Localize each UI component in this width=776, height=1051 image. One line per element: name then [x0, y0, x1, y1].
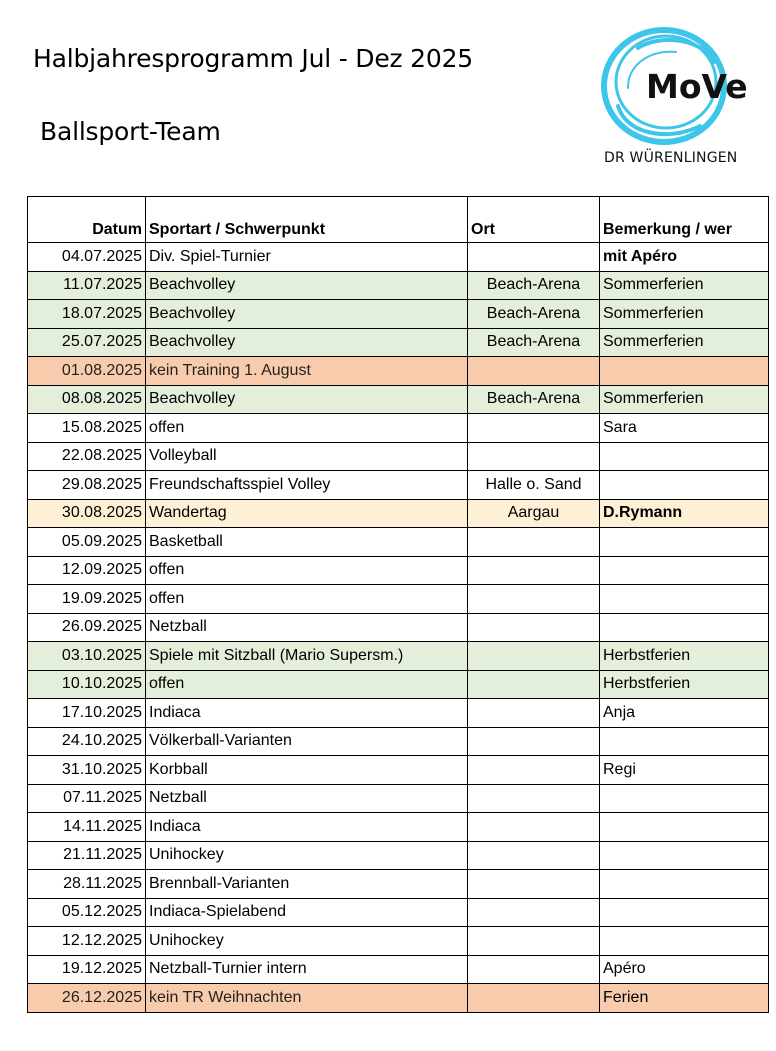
date-cell: 26.09.2025 [28, 613, 146, 642]
table-row [28, 585, 769, 614]
ort-cell [468, 414, 600, 443]
ort-cell [468, 699, 600, 728]
date-cell: 31.10.2025 [28, 756, 146, 785]
date-cell: 19.12.2025 [28, 955, 146, 984]
sport-cell: offen [146, 556, 468, 585]
date-cell: 03.10.2025 [28, 642, 146, 671]
date-cell: 25.07.2025 [28, 328, 146, 357]
ort-cell: Beach-Arena [468, 385, 600, 414]
remark-cell: Anja [600, 699, 769, 728]
table-row [28, 984, 769, 1013]
ort-cell [468, 756, 600, 785]
ort-cell [468, 670, 600, 699]
date-cell: 17.10.2025 [28, 699, 146, 728]
sport-cell: Freundschaftsspiel Volley [146, 471, 468, 500]
date-cell: 21.11.2025 [28, 841, 146, 870]
table-row [28, 300, 769, 329]
sport-cell: Beachvolley [146, 300, 468, 329]
remark-cell: mit Apéro [600, 243, 769, 272]
date-cell: 28.11.2025 [28, 870, 146, 899]
remark-cell [600, 613, 769, 642]
table-row [28, 670, 769, 699]
logo-caption: DR WÜRENLINGEN [604, 150, 738, 166]
ort-cell [468, 927, 600, 956]
table-header-row [28, 197, 769, 243]
date-cell: 24.10.2025 [28, 727, 146, 756]
ort-cell [468, 784, 600, 813]
date-cell: 08.08.2025 [28, 385, 146, 414]
date-cell: 12.12.2025 [28, 927, 146, 956]
sport-cell: Indiaca-Spielabend [146, 898, 468, 927]
sport-cell: offen [146, 585, 468, 614]
date-cell: 04.07.2025 [28, 243, 146, 272]
table-row [28, 528, 769, 557]
sport-cell: Wandertag [146, 499, 468, 528]
table-row [28, 613, 769, 642]
table-row [28, 271, 769, 300]
date-cell: 07.11.2025 [28, 784, 146, 813]
remark-cell: Sommerferien [600, 300, 769, 329]
date-cell: 15.08.2025 [28, 414, 146, 443]
sport-cell: Div. Spiel-Turnier [146, 243, 468, 272]
sport-cell: Brennball-Varianten [146, 870, 468, 899]
remark-cell [600, 927, 769, 956]
sport-cell: Völkerball-Varianten [146, 727, 468, 756]
ort-cell [468, 613, 600, 642]
table-row [28, 243, 769, 272]
date-cell: 12.09.2025 [28, 556, 146, 585]
sport-cell: Spiele mit Sitzball (Mario Supersm.) [146, 642, 468, 671]
remark-cell [600, 556, 769, 585]
table-row [28, 328, 769, 357]
date-cell: 19.09.2025 [28, 585, 146, 614]
remark-cell [600, 870, 769, 899]
table-row [28, 870, 769, 899]
remark-cell: Sommerferien [600, 385, 769, 414]
table-row [28, 955, 769, 984]
ort-cell: Halle o. Sand [468, 471, 600, 500]
ort-cell: Beach-Arena [468, 271, 600, 300]
table-row [28, 813, 769, 842]
remark-cell: Ferien [600, 984, 769, 1013]
table-row [28, 556, 769, 585]
table-row [28, 499, 769, 528]
ort-cell: Beach-Arena [468, 328, 600, 357]
page-subtitle: Ballsport-Team [40, 117, 221, 146]
ort-cell [468, 442, 600, 471]
table-row [28, 841, 769, 870]
remark-cell [600, 528, 769, 557]
sport-cell: offen [146, 414, 468, 443]
table-row [28, 898, 769, 927]
remark-cell [600, 784, 769, 813]
sport-cell: Indiaca [146, 699, 468, 728]
logo-word: MoVe [646, 67, 748, 106]
remark-cell [600, 471, 769, 500]
ort-cell [468, 727, 600, 756]
sport-cell: kein Training 1. August [146, 357, 468, 386]
ort-cell [468, 841, 600, 870]
remark-cell: Herbstferien [600, 642, 769, 671]
sport-cell: Netzball-Turnier intern [146, 955, 468, 984]
sport-cell: Indiaca [146, 813, 468, 842]
ort-cell: Aargau [468, 499, 600, 528]
ort-cell [468, 243, 600, 272]
date-cell: 10.10.2025 [28, 670, 146, 699]
page-title: Halbjahresprogramm Jul - Dez 2025 [33, 44, 473, 73]
sport-cell: Beachvolley [146, 328, 468, 357]
remark-cell: Regi [600, 756, 769, 785]
ort-cell [468, 955, 600, 984]
sport-cell: kein TR Weihnachten [146, 984, 468, 1013]
date-cell: 11.07.2025 [28, 271, 146, 300]
date-cell: 01.08.2025 [28, 357, 146, 386]
sport-cell: Netzball [146, 613, 468, 642]
date-cell: 18.07.2025 [28, 300, 146, 329]
remark-cell: D.Rymann [600, 499, 769, 528]
ort-cell [468, 556, 600, 585]
table-row [28, 442, 769, 471]
ort-cell [468, 870, 600, 899]
table-row [28, 471, 769, 500]
remark-cell: Apéro [600, 955, 769, 984]
sport-cell: offen [146, 670, 468, 699]
date-cell: 05.09.2025 [28, 528, 146, 557]
header-date: Datum [28, 197, 146, 243]
ort-cell [468, 357, 600, 386]
sport-cell: Beachvolley [146, 385, 468, 414]
date-cell: 30.08.2025 [28, 499, 146, 528]
ort-cell [468, 642, 600, 671]
date-cell: 29.08.2025 [28, 471, 146, 500]
table-row [28, 414, 769, 443]
remark-cell [600, 585, 769, 614]
sport-cell: Netzball [146, 784, 468, 813]
date-cell: 26.12.2025 [28, 984, 146, 1013]
table-row [28, 642, 769, 671]
date-cell: 14.11.2025 [28, 813, 146, 842]
remark-cell [600, 898, 769, 927]
sport-cell: Volleyball [146, 442, 468, 471]
ort-cell [468, 585, 600, 614]
ort-cell [468, 984, 600, 1013]
header-sport: Sportart / Schwerpunkt [146, 197, 468, 243]
remark-cell: Sommerferien [600, 328, 769, 357]
table-row [28, 357, 769, 386]
sport-cell: Beachvolley [146, 271, 468, 300]
table-row [28, 727, 769, 756]
table-row [28, 385, 769, 414]
ort-cell [468, 813, 600, 842]
remark-cell: Sara [600, 414, 769, 443]
table-row [28, 784, 769, 813]
sport-cell: Korbball [146, 756, 468, 785]
remark-cell [600, 813, 769, 842]
remark-cell [600, 841, 769, 870]
remark-cell [600, 442, 769, 471]
date-cell: 22.08.2025 [28, 442, 146, 471]
sport-cell: Basketball [146, 528, 468, 557]
remark-cell: Sommerferien [600, 271, 769, 300]
sport-cell: Unihockey [146, 841, 468, 870]
header-remark: Bemerkung / wer [600, 197, 769, 243]
table-row [28, 927, 769, 956]
date-cell: 05.12.2025 [28, 898, 146, 927]
sport-cell: Unihockey [146, 927, 468, 956]
ort-cell [468, 898, 600, 927]
remark-cell [600, 727, 769, 756]
remark-cell [600, 357, 769, 386]
move-logo [598, 24, 750, 172]
table-row [28, 699, 769, 728]
table-row [28, 756, 769, 785]
remark-cell: Herbstferien [600, 670, 769, 699]
ort-cell: Beach-Arena [468, 300, 600, 329]
schedule-table [27, 196, 769, 1013]
ort-cell [468, 528, 600, 557]
header-ort: Ort [468, 197, 600, 243]
